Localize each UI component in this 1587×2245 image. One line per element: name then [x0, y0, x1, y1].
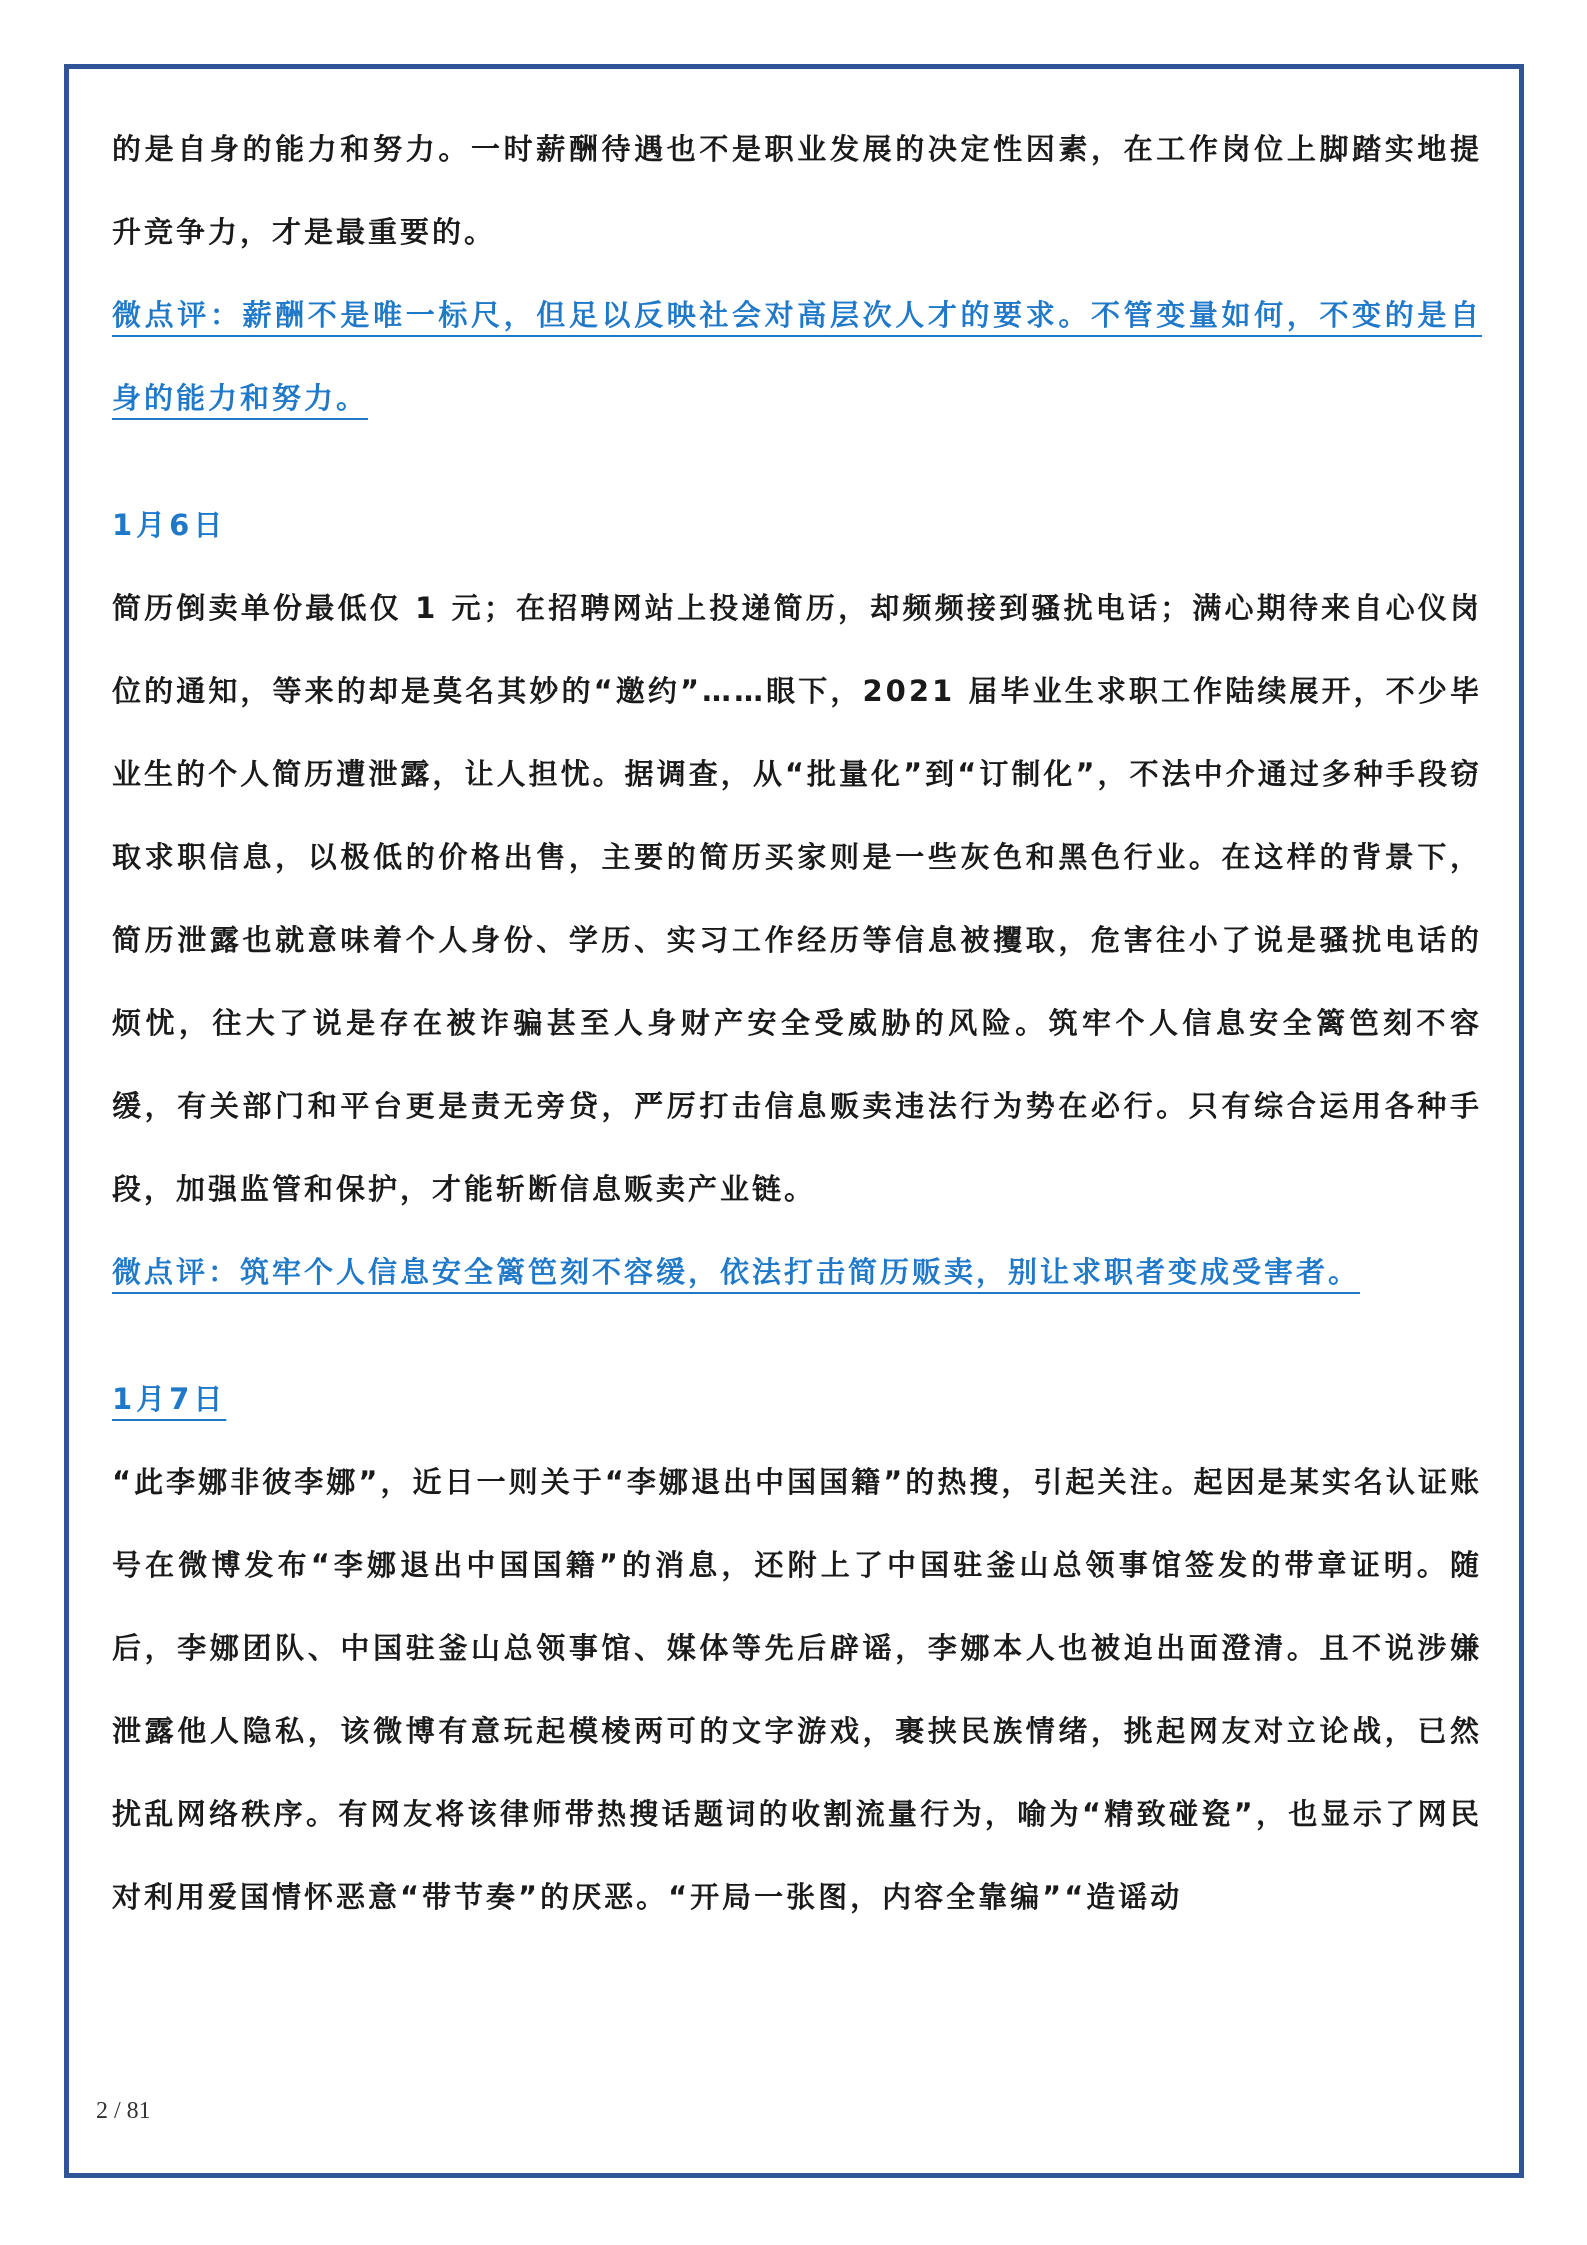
document-body: [112, 108, 1482, 1939]
micro-comment-2: [112, 1231, 1482, 1314]
paragraph-resume-leak: 简历倒卖单份最低仅 1 元；在招聘网站上投递简历，却频频接到骚扰电话；满心期待来自心仪岗位的通知，等来的却是莫名其妙的“邀约”……眼下，2021 届毕业生求职工作陆续展开，不少毕业生的个人简历遭泄露，让人担忧。据调查，从“批量化”到“订制化”，不法中介通过多种手段窃取求职信息，以极低的价格出售，主要的简历买家则是一些灰色和黑色行业。在这样的背景下，简历泄露也就意味着个人身份、学历、实习工作经历等信息被攫取，危害往小了说是骚扰电话的烦忧，往大了说是存在被诈骗甚至人身财产安全受威胁的风险。筑牢个人信息安全篱笆刻不容缓，有关部门和平台更是责无旁贷，严厉打击信息贩卖违法行为势在必行。只有综合运用各种手段，加强监管和保护，才能斩断信息贩卖产业链。: [112, 591, 1482, 1206]
micro-comment-1-text: 微点评：薪酬不是唯一标尺，但足以反映社会对高层次人才的要求。不管变量如何，不变的是自身的能力和努力。: [112, 298, 1482, 415]
date-heading-jan7: [112, 1358, 1482, 1441]
date-heading-jan6: 1月6日: [112, 508, 227, 542]
micro-comment-1: [112, 274, 1482, 440]
micro-comment-2-text: 微点评：筑牢个人信息安全篱笆刻不容缓，依法打击简历贩卖，别让求职者变成受害者。: [112, 1255, 1361, 1289]
page-number: 2 / 81: [96, 2098, 151, 2124]
spacer: [112, 1314, 1482, 1358]
paragraph-li-na: “此李娜非彼李娜”，近日一则关于“李娜退出中国国籍”的热搜，引起关注。起因是某实名认证账号在微博发布“李娜退出中国国籍”的消息，还附上了中国驻釜山总领事馆签发的带章证明。随后，李娜团队、中国驻釜山总领事馆、媒体等先后辟谣，李娜本人也被迫出面澄清。且不说涉嫌泄露他人隐私，该微博有意玩起模棱两可的文字游戏，裹挟民族情绪，挑起网友对立论战，已然扰乱网络秩序。有网友将该律师带热搜话题词的收割流量行为，喻为“精致碰瓷”，也显示了网民对利用爱国情怀恶意“带节奏”的厌恶。“开局一张图，内容全靠编”“造谣动: [112, 1465, 1482, 1914]
spacer: [112, 440, 1482, 484]
paragraph-continuation: 的是自身的能力和努力。一时薪酬待遇也不是职业发展的决定性因素，在工作岗位上脚踏实地提升竞争力，才是最重要的。: [112, 132, 1482, 249]
date-heading-jan7-text: 1月7日: [112, 1382, 227, 1416]
